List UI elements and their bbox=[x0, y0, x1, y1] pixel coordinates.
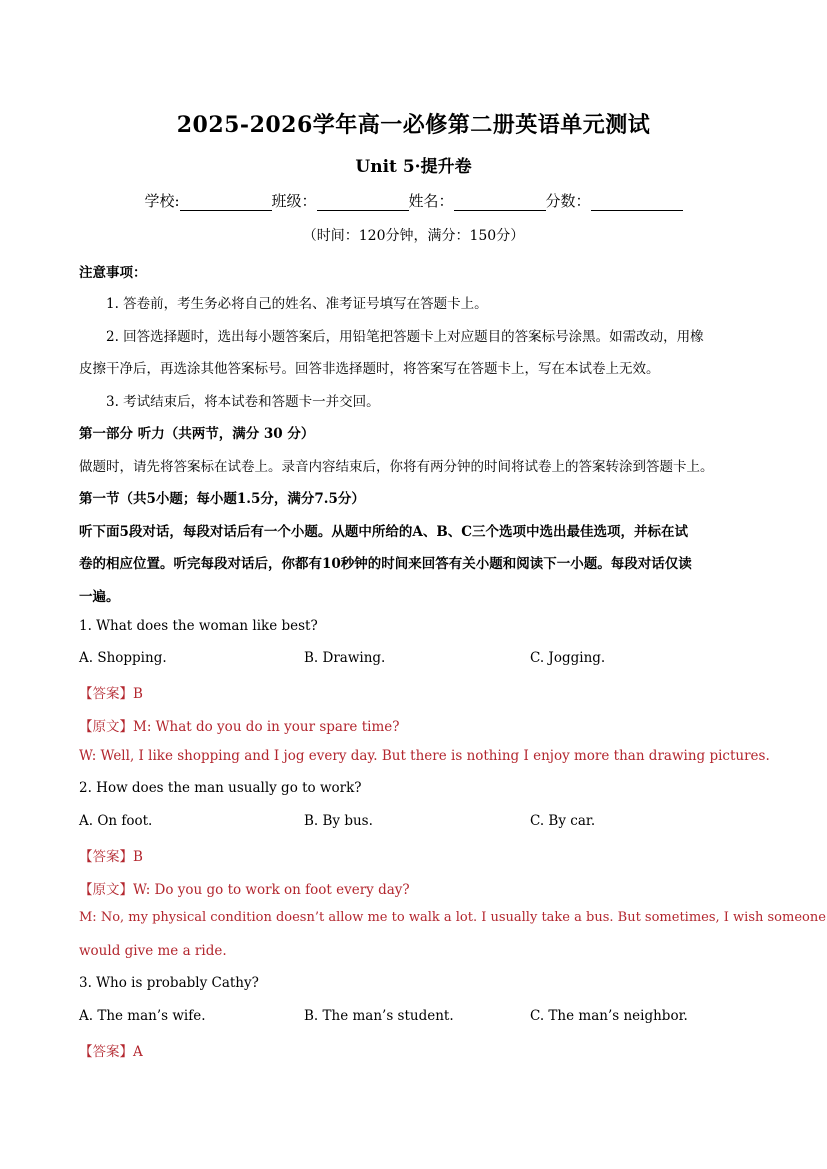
answer-tag: 【答案】 bbox=[79, 1044, 133, 1060]
question-2-option-a[interactable]: A. On foot. bbox=[79, 813, 153, 829]
part1-heading: 第一部分 听力（共两节，满分 30 分） bbox=[79, 426, 315, 442]
section1-instruction-b: 卷的相应位置。听完每段对话后，你都有10秒钟的时间来回答有关小题和阅读下一小题。每段对话仅读 bbox=[79, 556, 692, 572]
student-info-row bbox=[0, 190, 827, 211]
time-info: （时间：120分钟，满分：150分） bbox=[302, 228, 525, 244]
score-field bbox=[546, 190, 683, 211]
school-blank[interactable] bbox=[180, 193, 272, 211]
answer-value: B bbox=[133, 686, 143, 702]
page-title: 2025-2026学年高一必修第二册英语单元测试 bbox=[176, 112, 651, 138]
notice-item-2a: 2. 回答选择题时，选出每小题答案后，用铅笔把答题卡上对应题目的答案标号涂黑。如需改动，用橡 bbox=[106, 329, 704, 345]
question-3-answer bbox=[79, 1040, 143, 1060]
class-blank[interactable] bbox=[317, 193, 409, 211]
question-1-option-c[interactable]: C. Jogging. bbox=[530, 650, 606, 666]
question-1-script-line-2: W: Well, I like shopping and I jog every day. But there is nothing I enjoy more than drawing pictures. bbox=[79, 748, 770, 764]
script-text: M: What do you do in your spare time? bbox=[133, 719, 400, 735]
answer-tag: 【答案】 bbox=[79, 849, 133, 865]
school-field bbox=[144, 190, 271, 211]
answer-value: B bbox=[133, 849, 143, 865]
question-2-option-c[interactable]: C. By car. bbox=[530, 813, 596, 829]
page-subtitle: Unit 5·提升卷 bbox=[355, 157, 472, 177]
class-field bbox=[272, 190, 409, 211]
question-2-script-line-3: would give me a ride. bbox=[79, 943, 227, 959]
name-field bbox=[409, 190, 546, 211]
question-2-option-b[interactable]: B. By bus. bbox=[304, 813, 373, 829]
question-3-option-a[interactable]: A. The man’s wife. bbox=[79, 1008, 206, 1024]
notice-item-3: 3. 考试结束后，将本试卷和答题卡一并交回。 bbox=[106, 394, 380, 410]
question-3-option-c[interactable]: C. The man’s neighbor. bbox=[530, 1008, 688, 1024]
question-2-script-line-1 bbox=[79, 878, 410, 898]
question-1-option-a[interactable]: A. Shopping. bbox=[79, 650, 167, 666]
part1-instruction: 做题时，请先将答案标在试卷上。录音内容结束后，你将有两分钟的时间将试卷上的答案转涂到答题卡上。 bbox=[79, 459, 714, 475]
name-label: 姓名： bbox=[408, 192, 454, 210]
script-tag: 【原文】 bbox=[79, 719, 133, 735]
question-2-stem: 2. How does the man usually go to work? bbox=[79, 780, 362, 796]
name-blank[interactable] bbox=[454, 193, 546, 211]
score-label: 分数： bbox=[545, 192, 591, 210]
question-2-answer bbox=[79, 845, 143, 865]
question-3-option-b[interactable]: B. The man’s student. bbox=[304, 1008, 454, 1024]
question-3-stem: 3. Who is probably Cathy? bbox=[79, 975, 259, 991]
class-label: 班级： bbox=[271, 192, 317, 210]
question-1-answer bbox=[79, 682, 143, 702]
section1-instruction-a: 听下面5段对话，每段对话后有一个小题。从题中所给的A、B、C三个选项中选出最佳选项，并标在试 bbox=[79, 524, 689, 540]
question-2-script-line-2: M: No, my physical condition doesn’t allow me to walk a lot. I usually take a bus. But sometimes, I wish someone bbox=[79, 910, 826, 925]
score-blank[interactable] bbox=[591, 193, 683, 211]
script-tag: 【原文】 bbox=[79, 882, 133, 898]
school-label: 学校: bbox=[144, 192, 180, 210]
section1-instruction-c: 一遍。 bbox=[79, 589, 120, 605]
notice-heading: 注意事项： bbox=[79, 265, 147, 281]
script-text: W: Do you go to work on foot every day? bbox=[133, 882, 410, 898]
answer-value: A bbox=[133, 1044, 143, 1060]
answer-tag: 【答案】 bbox=[79, 686, 133, 702]
notice-item-1: 1. 答卷前，考生务必将自己的姓名、准考证号填写在答题卡上。 bbox=[106, 296, 488, 312]
question-1-script-line-1 bbox=[79, 715, 399, 735]
section1-heading: 第一节（共5小题；每小题1.5分，满分7.5分） bbox=[79, 491, 365, 507]
notice-item-2b: 皮擦干净后，再选涂其他答案标号。回答非选择题时，将答案写在答题卡上，写在本试卷上无效。 bbox=[79, 361, 660, 377]
question-1-stem: 1. What does the woman like best? bbox=[79, 618, 318, 634]
question-1-option-b[interactable]: B. Drawing. bbox=[304, 650, 386, 666]
